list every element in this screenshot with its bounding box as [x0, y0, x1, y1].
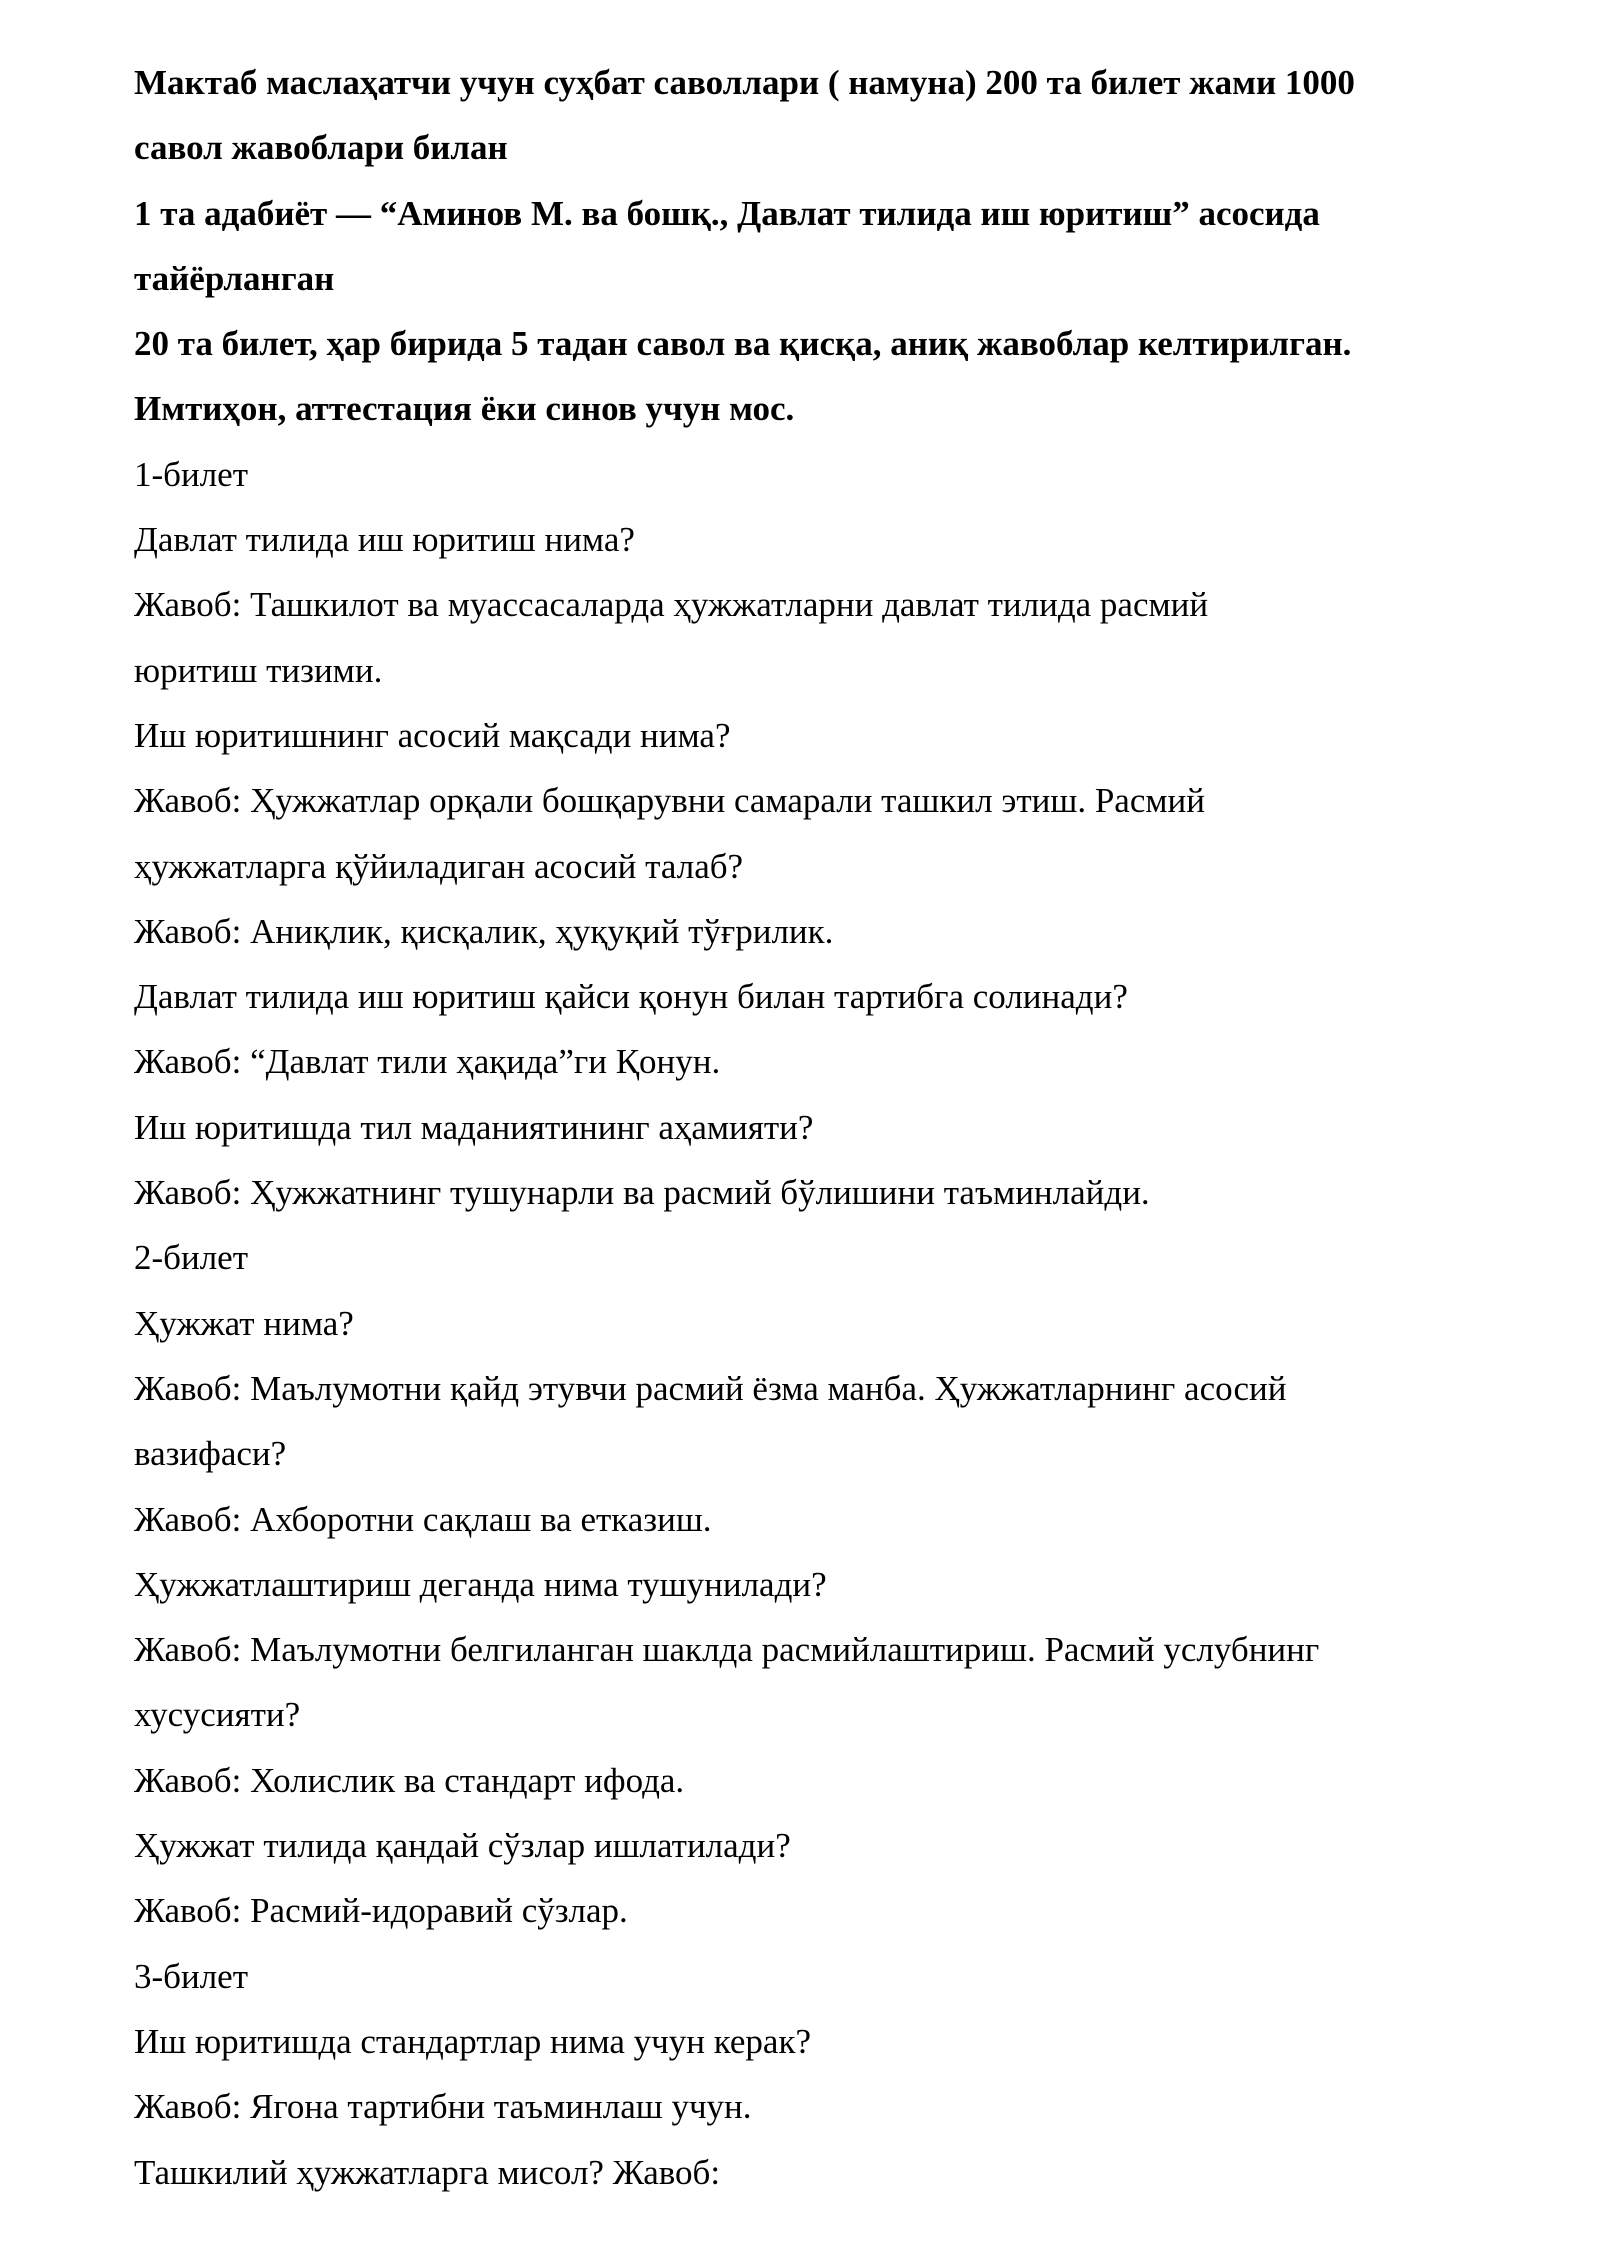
ticket-line: Жавоб: Ташкилот ва муассасаларда ҳужжатларни давлат тилида расмий [134, 585, 1209, 625]
purpose-line: Имтиҳон, аттестация ёки синов учун мос. [134, 389, 795, 429]
ticket-line: Давлат тилида иш юритиш қайси қонун билан тартибга солинади? [134, 977, 1128, 1017]
source-line-1: 1 та адабиёт — “Аминов М. ва бошқ., Давлат тилида иш юритиш” асосида [134, 193, 1320, 233]
ticket-line: Жавоб: Ҳужжатнинг тушунарли ва расмий бўлишини таъминлайди. [134, 1173, 1150, 1213]
ticket-line: Жавоб: Расмий-идоравий сўзлар. [134, 1891, 628, 1931]
ticket-line: хусусияти? [134, 1695, 301, 1735]
document-page [134, 50, 1500, 2205]
ticket-line: Жавоб: Ҳужжатлар орқали бошқарувни самарали ташкил этиш. Расмий [134, 781, 1205, 821]
ticket-line: вазифаси? [134, 1434, 287, 1474]
ticket-line: Иш юритишнинг асосий мақсади нима? [134, 715, 731, 755]
ticket-line: Жавоб: “Давлат тили ҳақида”ги Қонун. [134, 1042, 721, 1082]
ticket-line: Ҳужжат нима? [134, 1303, 354, 1343]
ticket-line: юритиш тизими. [134, 650, 383, 690]
ticket-line: Давлат тилида иш юритиш нима? [134, 520, 635, 560]
ticket-line: Жавоб: Холислик ва стандарт ифода. [134, 1760, 685, 1800]
summary-line: 20 та билет, ҳар бирида 5 тадан савол ва қисқа, аниқ жавоблар келтирилган. [134, 324, 1352, 364]
document-title-line-2: савол жавоблари билан [134, 128, 508, 168]
source-line-2: тайёрланган [134, 258, 335, 298]
ticket-line: Жавоб: Аниқлик, қисқалик, ҳуқуқий тўғрилик. [134, 911, 834, 951]
ticket-line: Ҳужжатлаштириш деганда нима тушунилади? [134, 1564, 827, 1604]
ticket-line: Жавоб: Маълумотни қайд этувчи расмий ёзма манба. Ҳужжатларнинг асосий [134, 1368, 1287, 1408]
ticket-line: ҳужжатларга қўйиладиган асосий талаб? [134, 846, 744, 886]
document-title-line-1: Мактаб маслаҳатчи учун суҳбат саволлари ( намуна) 200 та билет жами 1000 [134, 63, 1355, 102]
ticket-line: Иш юритишда стандартлар нима учун керак? [134, 2021, 811, 2061]
ticket-line: Жавоб: Ахборотни сақлаш ва етказиш. [134, 1499, 712, 1539]
ticket-line: Ҳужжат тилида қандай сўзлар ишлатилади? [134, 1826, 791, 1866]
ticket-3 [134, 1944, 1500, 2205]
ticket-2 [134, 1225, 1500, 1943]
ticket-title: 3-билет [134, 1956, 248, 1996]
ticket-title: 1-билет [134, 454, 248, 494]
ticket-line: Жавоб: Ягона тартибни таъминлаш учун. [134, 2087, 752, 2127]
ticket-title: 2-билет [134, 1238, 248, 1278]
ticket-line: Жавоб: Маълумотни белгиланган шаклда расмийлаштириш. Расмий услубнинг [134, 1630, 1320, 1670]
ticket-line: Иш юритишда тил маданиятининг аҳамияти? [134, 1107, 814, 1147]
ticket-line: Ташкилий ҳужжатларга мисол? Жавоб: [134, 2152, 721, 2192]
ticket-1 [134, 442, 1500, 1226]
